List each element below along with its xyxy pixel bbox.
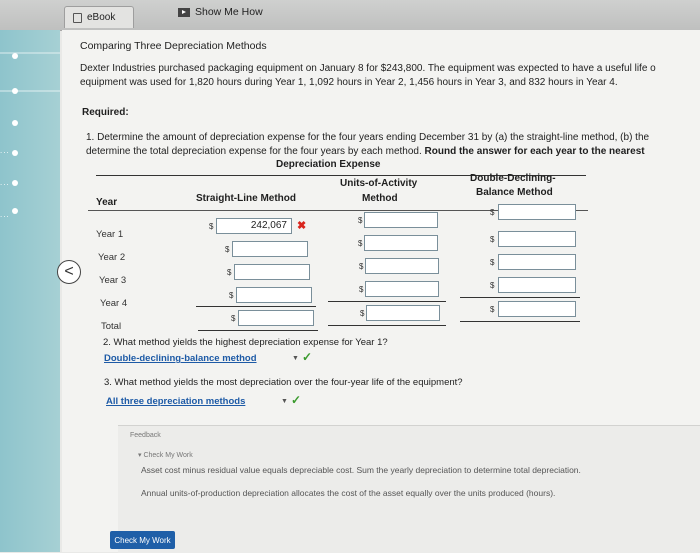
currency-symbol: $ xyxy=(229,291,234,300)
col-header-year: Year xyxy=(96,197,118,208)
nav-item-1[interactable] xyxy=(12,53,18,59)
feedback-line-2: Annual units-of-production depreciation allocates the cost of the asset equally over the units produced (hours). xyxy=(141,488,556,498)
uoa-total-rule xyxy=(328,325,446,326)
ddb-total-input[interactable] xyxy=(498,301,576,317)
currency-symbol: $ xyxy=(490,258,495,267)
problem-description-line2: equipment was used for 1,820 hours during Year 1, 1,092 hours in Year 2, 1,456 hours in Year 3, and 832 hours in Year 4. xyxy=(80,77,618,88)
currency-symbol: $ xyxy=(358,216,363,225)
table-caption: Depreciation Expense xyxy=(276,159,381,170)
video-icon xyxy=(178,8,190,17)
currency-symbol: $ xyxy=(209,222,214,231)
currency-symbol: $ xyxy=(359,262,364,271)
nav-item-6[interactable] xyxy=(12,208,18,214)
row-label-year-4: Year 4 xyxy=(100,298,128,309)
nav-item-2[interactable] xyxy=(12,88,18,94)
question-3-text: 3. What method yields the most depreciation over the four-year life of the equipment? xyxy=(104,377,463,388)
book-icon xyxy=(73,13,82,23)
ddb-subtotal-rule xyxy=(460,297,580,298)
currency-symbol: $ xyxy=(359,285,364,294)
col-header-ddb-line1: Double-Declining- xyxy=(470,173,556,184)
problem-description-line1: Dexter Industries purchased packaging equipment on January 8 for $243,800. The equipment was expected to have a useful life o xyxy=(80,63,656,74)
ebook-label: eBook xyxy=(87,12,116,23)
row-label-total: Total xyxy=(101,321,122,332)
correct-check-icon: ✓ xyxy=(291,393,302,407)
sl-year3-input[interactable] xyxy=(234,264,310,280)
problem-title: Comparing Three Depreciation Methods xyxy=(80,40,267,52)
question-1-line2 xyxy=(86,146,645,157)
check-my-work-button[interactable]: Check My Work xyxy=(110,531,175,549)
show-me-how-button[interactable] xyxy=(178,3,263,21)
back-arrow-button[interactable]: < xyxy=(57,260,81,284)
correct-check-icon: ✓ xyxy=(302,350,313,364)
currency-symbol: $ xyxy=(360,309,365,318)
nav-more-dots: ... xyxy=(0,178,10,187)
nav-more-dots: ... xyxy=(0,146,10,155)
uoa-year3-input[interactable] xyxy=(365,258,439,274)
sl-year4-input[interactable] xyxy=(236,287,312,303)
uoa-year2-input[interactable] xyxy=(364,235,438,251)
currency-symbol: $ xyxy=(490,235,495,244)
ebook-tab[interactable] xyxy=(64,6,134,28)
feedback-line-1: Asset cost minus residual value equals depreciable cost. Sum the yearly depreciation to determine total depreciation. xyxy=(141,465,581,475)
top-toolbar xyxy=(0,0,700,31)
col-header-uoa-line2: Method xyxy=(362,193,398,204)
sl-subtotal-rule xyxy=(196,306,316,307)
currency-symbol: $ xyxy=(490,208,495,217)
ddb-total-rule xyxy=(460,321,580,322)
chevron-down-icon: ▼ xyxy=(292,355,299,362)
row-label-year-2: Year 2 xyxy=(98,252,126,263)
question-2-text: 2. What method yields the highest depreciation expense for Year 1? xyxy=(103,337,388,348)
row-label-year-1: Year 1 xyxy=(96,229,124,240)
question-1-instruction: determine the total depreciation expense for the four years by each method. xyxy=(86,146,422,157)
nav-item-5[interactable] xyxy=(12,180,18,186)
currency-symbol: $ xyxy=(490,281,495,290)
ddb-year4-input[interactable] xyxy=(498,277,576,293)
check-my-work-caption xyxy=(138,451,193,459)
question-1-line1: 1. Determine the amount of depreciation expense for the four years ending December 31 by (a) the straight-line method, (b) the xyxy=(86,132,650,143)
col-header-straight-line: Straight-Line Method xyxy=(196,193,296,204)
chevron-down-icon: ▼ xyxy=(281,398,288,405)
sl-total-rule xyxy=(198,330,318,331)
currency-symbol: $ xyxy=(490,305,495,314)
col-header-ddb-line2: Balance Method xyxy=(476,187,553,198)
ddb-year3-input[interactable] xyxy=(498,254,576,270)
left-navigation xyxy=(0,30,60,552)
question-3-dropdown[interactable]: All three depreciation methods xyxy=(106,396,246,407)
sl-year2-input[interactable] xyxy=(232,241,308,257)
nav-divider xyxy=(0,90,60,92)
bullet-icon: ▾ xyxy=(138,452,142,459)
question-2-dropdown[interactable]: Double-declining-balance method xyxy=(104,353,257,364)
feedback-label: Feedback xyxy=(130,432,161,439)
nav-item-3[interactable] xyxy=(12,120,18,126)
sl-year1-input[interactable]: 242,067 xyxy=(216,218,292,234)
uoa-year1-input[interactable] xyxy=(364,212,438,228)
uoa-subtotal-rule xyxy=(328,301,446,302)
incorrect-mark-icon: ✖ xyxy=(297,220,307,232)
currency-symbol: $ xyxy=(227,268,232,277)
nav-divider xyxy=(0,52,60,54)
col-header-uoa-line1: Units-of-Activity xyxy=(340,178,418,189)
required-label: Required: xyxy=(82,107,129,118)
show-me-how-label: Show Me How xyxy=(195,6,263,18)
uoa-year4-input[interactable] xyxy=(365,281,439,297)
nav-more-dots: ... xyxy=(0,210,10,219)
currency-symbol: $ xyxy=(231,314,236,323)
currency-symbol: $ xyxy=(358,239,363,248)
ddb-year2-input[interactable] xyxy=(498,231,576,247)
uoa-total-input[interactable] xyxy=(366,305,440,321)
ddb-year1-input[interactable] xyxy=(498,204,576,220)
check-my-work-caption-text: Check My Work xyxy=(143,452,193,459)
currency-symbol: $ xyxy=(225,245,230,254)
nav-item-4[interactable] xyxy=(12,150,18,156)
sl-total-input[interactable] xyxy=(238,310,314,326)
row-label-year-3: Year 3 xyxy=(99,275,127,286)
question-1-rounding-instruction: Round the answer for each year to the nearest xyxy=(424,146,645,157)
